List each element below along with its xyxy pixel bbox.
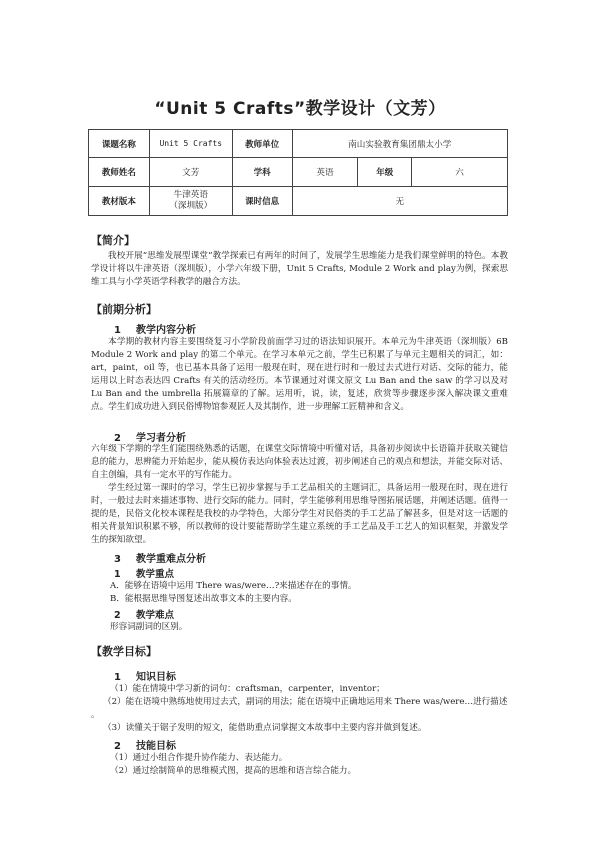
goals-heading: 【教学目标】 — [91, 645, 157, 658]
analysis-heading: 【前期分析】 — [91, 303, 157, 316]
info-table — [88, 129, 508, 216]
difficulty-num: 2 — [114, 610, 121, 621]
knowledge-goal-2: （2）能在语境中熟练地使用过去式，副词的用法；能在语境中正确地运用来 There was/were…进行描述 。 — [91, 697, 508, 720]
keypoints-heading — [114, 550, 206, 565]
learner-analysis-paragraph — [91, 443, 508, 547]
key-point-title: 教学重点 — [136, 569, 175, 580]
grade-value: 六 — [412, 158, 508, 187]
unit-value: 南山实验教育集团鼎太小学 — [292, 130, 507, 158]
content-analysis-num: 1 — [114, 325, 121, 336]
knowledge-goal-3: （3）读懂关于锯子发明的短文，能借助重点词掌握文本故事中主要内容并做到复述。 — [103, 723, 427, 733]
knowledge-goals-title: 知识目标 — [136, 672, 176, 683]
content-analysis-title: 教学内容分析 — [136, 325, 196, 336]
content-analysis-heading — [114, 321, 196, 336]
difficulty-title: 教学难点 — [136, 610, 175, 621]
document-title: “Unit 5 Crafts”教学设计（文芳） — [154, 99, 446, 119]
content-analysis-paragraph — [91, 336, 508, 414]
intro-paragraph — [91, 250, 508, 289]
difficulty-heading — [114, 607, 174, 621]
edition-value — [149, 187, 232, 216]
key-point-b: B．能根据思维导图复述出故事文本的主要内容。 — [110, 594, 297, 604]
subject-value: 英语 — [292, 158, 358, 187]
edition-value-line1: 牛津英语 — [173, 190, 208, 200]
learner-analysis-num: 2 — [114, 433, 121, 444]
learner-analysis-text2: 学生经过第一课时的学习，学生已初步掌握与手工艺品相关的主题词汇，具备运用一般现在时，现在进行时，一般过去时来描述事物、进行交际的能力。同时，学生能够利用思维导图拓展话题，并阐述话题。值得一提的是，民俗文化校本课程是我校的办学特色，大部分学生对民俗类的手工艺品了解甚多，但是对这一话题的相关背景知识积累不够，所以教师的设计要能帮助学生建立系统的手工艺品及手工艺人的知识框架，并激发学生的探知欲望。 — [91, 483, 508, 545]
keypoints-title: 教学重难点分析 — [136, 554, 206, 565]
key-point-num: 1 — [114, 569, 121, 580]
key-point-a: A．能够在语境中运用 There was/were…?来描述存在的事情。 — [110, 581, 357, 591]
key-point-heading — [114, 566, 174, 580]
topic-label: 课题名称 — [89, 130, 150, 158]
topic-value: Unit 5 Crafts — [149, 130, 232, 158]
teacher-value: 文芳 — [149, 158, 232, 187]
keypoints-num: 3 — [114, 554, 121, 565]
knowledge-goals-heading — [114, 668, 176, 683]
learner-analysis-text1: 六年级下学期的学生们能围绕熟悉的话题，在课堂交际情境中听懂对话，具备初步阅读中长语篇并获取关键信息的能力，思辨能力开始起步，能从模仿表达向体验表达过渡，初步阐述自己的观点和想法，并能交际对话、自主创编，具有一定水平的写作能力。 — [91, 444, 508, 480]
time-value: 无 — [292, 187, 507, 216]
unit-label: 教师单位 — [232, 130, 292, 158]
time-label: 课时信息 — [232, 187, 292, 216]
ability-goals-title: 技能目标 — [136, 741, 176, 752]
ability-goals-num: 2 — [114, 741, 121, 752]
learner-analysis-title: 学习者分析 — [136, 433, 186, 444]
ability-goal-2: （2）通过绘制简单的思维模式图，提高的思维和语言综合能力。 — [110, 766, 357, 776]
intro-heading: 【简介】 — [91, 234, 135, 247]
subject-label: 学科 — [232, 158, 292, 187]
edition-label: 教材版本 — [89, 187, 150, 216]
difficulty-text: 形容词副词的区别。 — [110, 622, 188, 632]
intro-text: 我校开展“思维发展型课堂”教学探索已有两年的时间了，发展学生思维能力是我们课堂鲜明的特色。本教学设计将以牛津英语（深圳版），小学六年级下册，Unit 5 Crafts, Module 2 Work and play为例，探索思维工具与小学英语学科教学的融合方法。 — [91, 251, 508, 287]
content-analysis-text: 本学期的教材内容主要围绕复习小学阶段前面学习过的语法知识展开。本单元为牛津英语（深圳版）6B Module 2 Work and play 的第二个单元。在学习本单元之前，学生已积累了与单元主题相关的词汇，如：art，paint，oil 等，也已基本具备了运用一般现在时，现在进行时和一般过去式进行对话、交际的能力，能运用以上时态表达四 Crafts 有关的活动经历。本节课通过对课文原文 Lu Ban and the saw 的学习以及对 Lu Ban and the umbrella 拓展篇章的了解。运用听，说，读，复述，欣赏等步骤逐步深入解决课文重难点。学生们成功进入到民俗博物馆参观匠人及其制作，进一步理解工匠精神和含义。 — [91, 337, 508, 412]
learner-analysis-heading — [114, 429, 186, 444]
knowledge-goal-1: （1）能在情境中学习新的词句：craftsman，carpenter，inventor； — [110, 684, 385, 694]
teacher-label: 教师姓名 — [89, 158, 150, 187]
knowledge-goals-num: 1 — [114, 672, 121, 683]
edition-value-line2: （深圳版） — [169, 201, 213, 211]
ability-goal-1: （1）通过小组合作提升协作能力、表达能力。 — [110, 753, 288, 763]
grade-label: 年级 — [358, 158, 412, 187]
ability-goals-heading — [114, 737, 176, 752]
